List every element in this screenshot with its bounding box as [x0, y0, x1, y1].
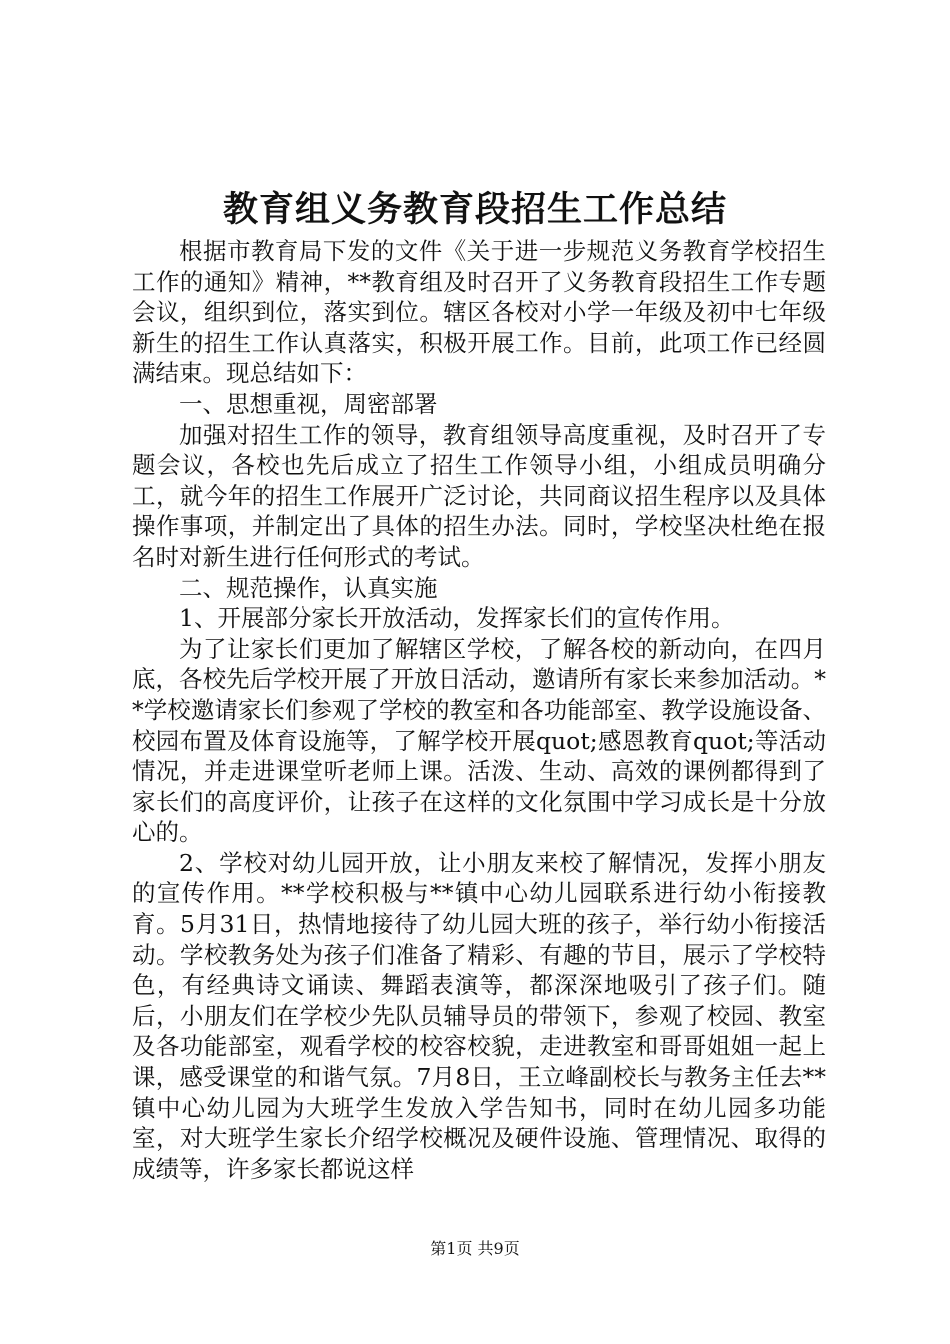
paragraph-parents-open-day: 为了让家长们更加了解辖区学校，了解各校的新动向，在四月底，各校先后学校开展了开放日活动，邀请所有家长来参加活动。**学校邀请家长们参观了学校的教室和各功能部室、教学设施设备、校园布置及体育设施等，了解学校开展quot;感恩教育quot;等活动情况，并走进课堂听老师上课。活泼、生动、高效的课例都得到了家长们的高度评价，让孩子在这样的文化氛围中学习成长是十分放心的。: [132, 634, 826, 847]
section-heading-2: 二、规范操作，认真实施: [179, 573, 438, 602]
section-heading-1: 一、思想重视，周密部署: [179, 389, 438, 418]
paragraph-section-1: 加强对招生工作的领导，教育组领导高度重视，及时召开了专题会议，各校也先后成立了招生工作领导小组，小组成员明确分工，就今年的招生工作展开广泛讨论，共同商议招生程序以及具体操作事项，并制定出了具体的招生办法。同时，学校坚决杜绝在报名时对新生进行任何形式的考试。: [132, 420, 826, 571]
subheading-1: 1、开展部分家长开放活动，发挥家长们的宣传作用。: [179, 604, 735, 633]
document-body: [132, 236, 826, 1184]
document-title: 教育组义务教育段招生工作总结: [222, 190, 727, 230]
page-number: 第1页 共9页: [430, 1239, 520, 1258]
paragraph-intro: 根据市教育局下发的文件《关于进一步规范义务教育学校招生工作的通知》精神，**教育组及时召开了义务教育段招生工作专题会议，组织到位，落实到位。辖区各校对小学一年级及初中七年级新生的招生工作认真落实，积极开展工作。目前，此项工作已经圆满结束。现总结如下：: [132, 237, 826, 388]
paragraph-kindergarten: 2、学校对幼儿园开放，让小朋友来校了解情况，发挥小朋友的宣传作用。**学校积极与**镇中心幼儿园联系进行幼小衔接教育。5月31日，热情地接待了幼儿园大班的孩子，举行幼小衔接活动。学校教务处为孩子们准备了精彩、有趣的节目，展示了学校特色，有经典诗文诵读、舞蹈表演等，都深深地吸引了孩子们。随后，小朋友们在学校少先队员辅导员的带领下，参观了校园、教室及各功能部室，观看学校的校容校貌，走进教室和哥哥姐姐一起上课，感受课堂的和谐气氛。7月8日，王立峰副校长与教务主任去**镇中心幼儿园为大班学生发放入学告知书，同时在幼儿园多功能室，对大班学生家长介绍学校概况及硬件设施、管理情况、取得的成绩等，许多家长都说这样: [132, 848, 826, 1183]
